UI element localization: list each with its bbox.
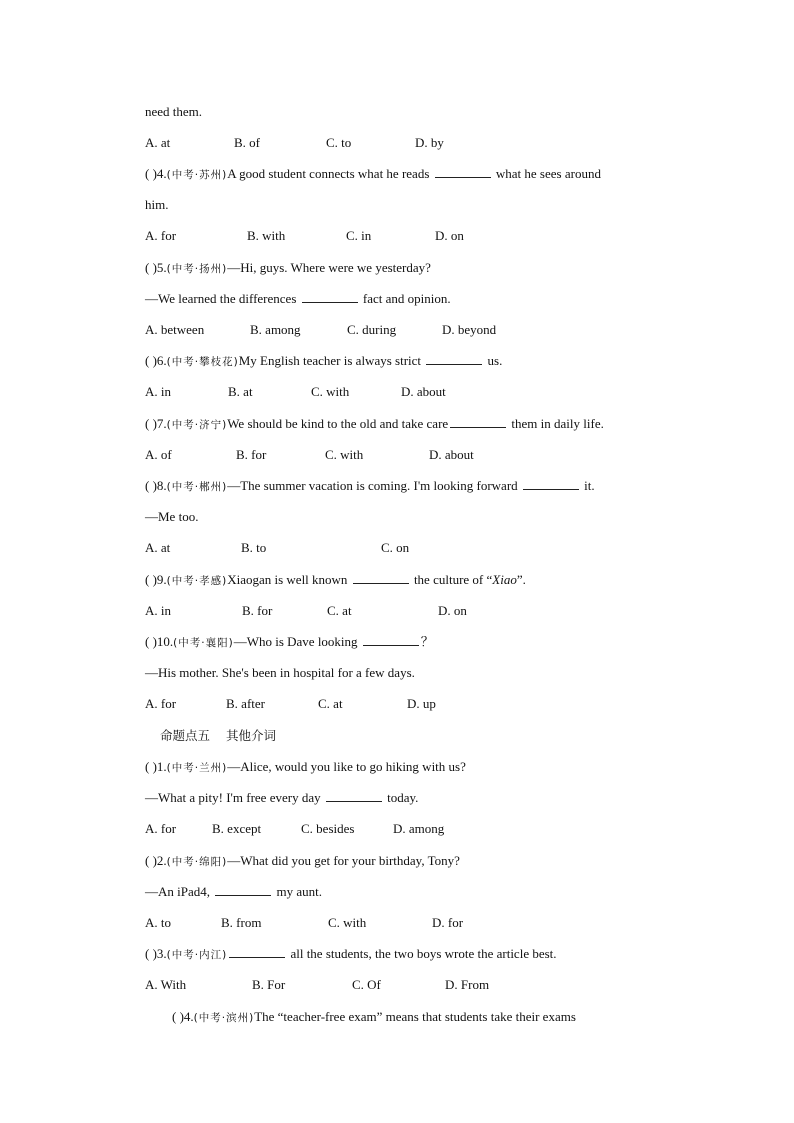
- question-10-reply: —His mother. She's been in hospital for a few days.: [145, 665, 415, 680]
- answer-paren: ( ): [145, 353, 157, 368]
- question-number: 8.: [156, 478, 167, 493]
- question-text-post: ”.: [516, 572, 526, 587]
- answer-blank: [435, 166, 491, 178]
- option-d: D. among: [393, 821, 445, 836]
- question-text: The “teacher-free exam” means that students take their exams: [254, 1009, 576, 1024]
- question-source: (中考·扬州): [166, 263, 228, 275]
- option-a: A. at: [145, 540, 171, 555]
- option-d: D. beyond: [442, 322, 497, 337]
- option-b: B. after: [226, 696, 265, 711]
- option-a: A. in: [145, 603, 171, 618]
- question-text: Xiaogan is well known: [227, 572, 348, 587]
- question-source: (中考·滨州): [193, 1012, 255, 1024]
- section-title: 其他介词: [226, 728, 277, 743]
- question-10: [145, 634, 434, 651]
- answer-blank: [326, 790, 382, 802]
- option-a: A. With: [145, 977, 187, 992]
- option-c: C. besides: [301, 821, 355, 836]
- option-c: C. with: [328, 915, 367, 930]
- option-c: C. at: [318, 696, 343, 711]
- question-source: (中考·绵阳): [166, 856, 228, 868]
- question-4-continued: him.: [145, 197, 169, 212]
- option-a: A. at: [145, 135, 171, 150]
- option-c: C. to: [326, 135, 352, 150]
- answer-paren: ( ): [145, 260, 157, 275]
- question-source: (中考·孝感): [166, 575, 228, 587]
- answer-blank: [215, 884, 271, 896]
- answer-blank: [229, 946, 285, 958]
- answer-paren: ( ): [145, 478, 157, 493]
- option-d: D. up: [407, 696, 436, 711]
- question-5-reply: [145, 291, 451, 307]
- option-b: B. among: [250, 322, 301, 337]
- option-b: B. For: [252, 977, 286, 992]
- option-b: B. at: [228, 384, 253, 399]
- question-6: [145, 353, 502, 370]
- answer-blank: [426, 353, 482, 365]
- option-b: B. for: [242, 603, 273, 618]
- question-source: (中考·襄阳): [173, 637, 234, 649]
- question-number: 1.: [156, 759, 167, 774]
- question-text: —What did you get for your birthday, Tony?: [227, 853, 460, 868]
- question-number: 3.: [156, 946, 167, 961]
- question-number: 2.: [156, 853, 167, 868]
- option-c: C. with: [325, 447, 364, 462]
- option-b: B. except: [212, 821, 262, 836]
- question-source: (中考·兰州): [166, 762, 228, 774]
- answer-paren: ( ): [145, 759, 157, 774]
- answer-blank: [523, 478, 579, 490]
- answer-blank: [353, 572, 409, 584]
- option-b: B. to: [241, 540, 267, 555]
- question-number: 10.: [156, 634, 174, 649]
- question-number: 4.: [156, 166, 167, 181]
- reply-text-post: my aunt.: [276, 884, 322, 899]
- option-d: D. by: [415, 135, 444, 150]
- section-question-3: [145, 946, 557, 963]
- question-text-post: what he sees around: [495, 166, 601, 181]
- question-source: (中考·攀枝花): [166, 356, 239, 368]
- question-number: 4.: [183, 1009, 194, 1024]
- question-source: (中考·内江): [166, 949, 228, 961]
- option-b: B. of: [234, 135, 260, 150]
- option-a: A. of: [145, 447, 172, 462]
- question-text: —The summer vacation is coming. I'm looking forward: [227, 478, 518, 493]
- option-d: D. From: [445, 977, 490, 992]
- question-text-italic: Xiao: [492, 572, 517, 587]
- section-question-1: [145, 759, 466, 776]
- section-question-4: [172, 1009, 576, 1026]
- answer-paren: ( ): [172, 1009, 184, 1024]
- reply-text: —What a pity! I'm free every day: [145, 790, 321, 805]
- question-text: We should be kind to the old and take care: [227, 416, 449, 431]
- option-c: C. on: [381, 540, 410, 555]
- question-number: 6.: [156, 353, 167, 368]
- question-4: [145, 166, 601, 183]
- option-a: A. in: [145, 384, 171, 399]
- answer-paren: ( ): [145, 853, 157, 868]
- question-number: 5.: [156, 260, 167, 275]
- section-question-2-reply: [145, 884, 322, 900]
- option-d: D. on: [438, 603, 467, 618]
- section-heading: [160, 728, 276, 744]
- answer-paren: ( ): [145, 634, 157, 649]
- question-7: [145, 416, 604, 433]
- question-text: —Who is Dave looking: [233, 634, 358, 649]
- option-c: C. in: [346, 228, 372, 243]
- option-a: A. between: [145, 322, 205, 337]
- question-text: A good student connects what he reads: [227, 166, 430, 181]
- question-text: —Alice, would you like to go hiking with us?: [227, 759, 466, 774]
- answer-blank: [302, 291, 358, 303]
- question-text-post: them in daily life.: [511, 416, 604, 431]
- option-c: C. during: [347, 322, 397, 337]
- option-b: B. for: [236, 447, 267, 462]
- reply-text: —We learned the differences: [145, 291, 297, 306]
- option-d: D. on: [435, 228, 464, 243]
- option-a: A. to: [145, 915, 171, 930]
- section-question-2: [145, 853, 460, 870]
- answer-paren: ( ): [145, 416, 157, 431]
- section-label: 命题点五: [160, 728, 211, 743]
- question-number: 9.: [156, 572, 167, 587]
- answer-blank: [450, 416, 506, 428]
- answer-paren: ( ): [145, 946, 157, 961]
- option-a: A. for: [145, 228, 177, 243]
- question-source: (中考·苏州): [166, 169, 228, 181]
- answer-blank: [363, 634, 419, 646]
- option-a: A. for: [145, 821, 177, 836]
- option-b: B. with: [247, 228, 286, 243]
- question-text: My English teacher is always strict: [238, 353, 422, 368]
- option-d: D. for: [432, 915, 464, 930]
- question-text-post: ？: [420, 634, 434, 649]
- reply-text-post: today.: [387, 790, 419, 805]
- question-text-post: us.: [487, 353, 503, 368]
- option-c: C. at: [327, 603, 352, 618]
- option-c: C. with: [311, 384, 350, 399]
- section-question-1-reply: [145, 790, 418, 806]
- option-c: C. Of: [352, 977, 381, 992]
- question-text: all the students, the two boys wrote the article best.: [290, 946, 557, 961]
- continued-text: need them.: [145, 104, 203, 119]
- question-5: [145, 260, 431, 277]
- option-d: D. about: [429, 447, 474, 462]
- option-b: B. from: [221, 915, 262, 930]
- option-d: D. about: [401, 384, 446, 399]
- question-9: [145, 572, 526, 589]
- question-8: [145, 478, 595, 495]
- question-text: —Hi, guys. Where were we yesterday?: [227, 260, 431, 275]
- answer-paren: ( ): [145, 572, 157, 587]
- question-text-post: it.: [584, 478, 595, 493]
- question-source: (中考·郴州): [166, 481, 228, 493]
- reply-text: —An iPad4,: [145, 884, 210, 899]
- question-number: 7.: [156, 416, 167, 431]
- question-text-mid: the culture of “: [413, 572, 493, 587]
- option-a: A. for: [145, 696, 177, 711]
- reply-text-post: fact and opinion.: [362, 291, 451, 306]
- answer-paren: ( ): [145, 166, 157, 181]
- question-source: (中考·济宁): [166, 419, 228, 431]
- question-8-reply: —Me too.: [145, 509, 199, 524]
